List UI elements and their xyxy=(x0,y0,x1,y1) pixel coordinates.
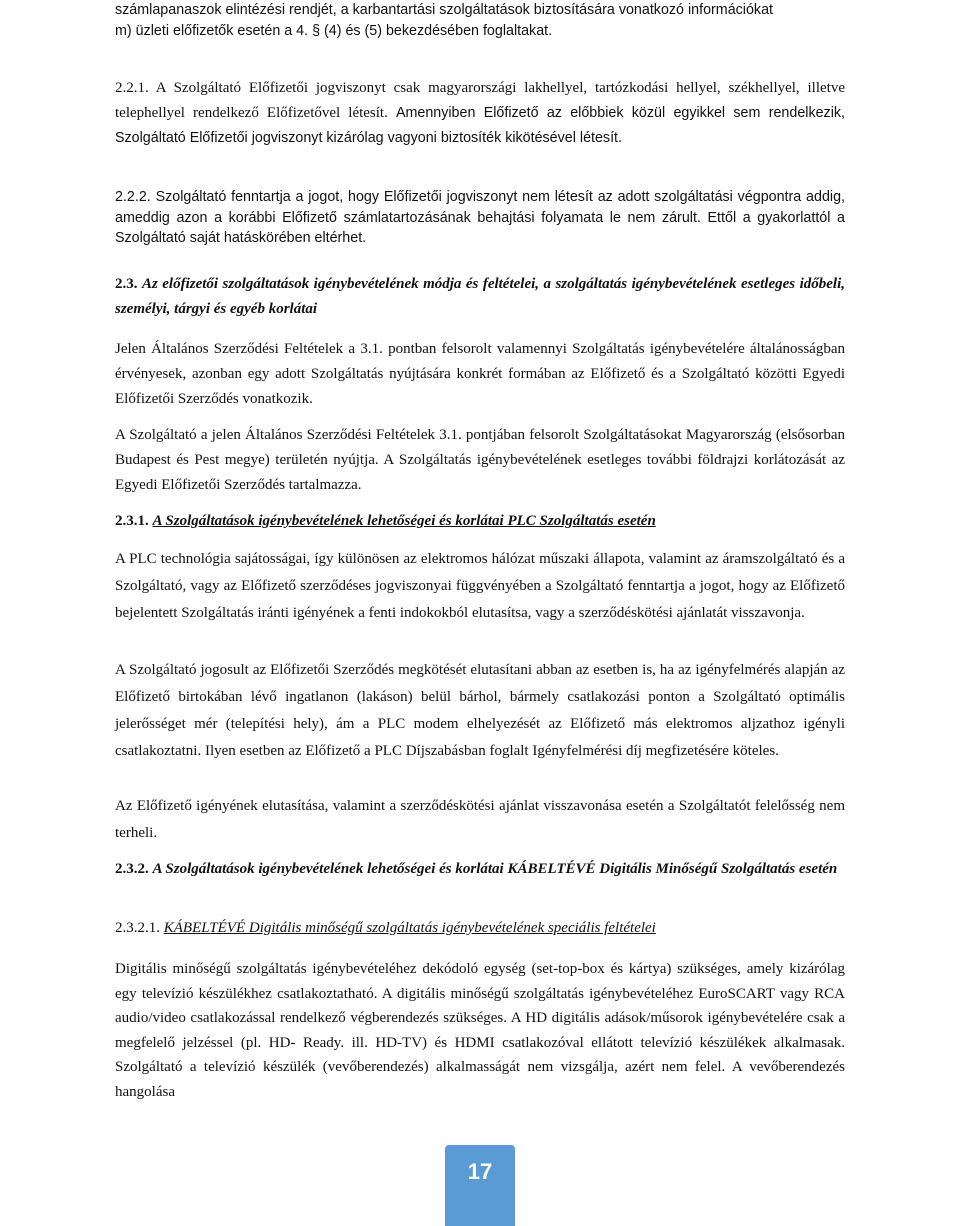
section-title: A Szolgáltatások igénybevételének lehetőségei és korlátai PLC Szolgáltatás esetén xyxy=(152,513,656,529)
section-2-2-1 xyxy=(115,76,845,151)
section-number: 2.3.1. xyxy=(115,513,149,529)
paragraph xyxy=(115,793,845,847)
paragraph-text: Amennyiben Előfizető az előbbiek közül egyikkel sem rendelkezik, Szolgáltató Előfizetői jogviszonyt kizárólag vagyoni biztosíték kikötésével létesít. xyxy=(115,105,845,146)
paragraph xyxy=(115,957,845,1105)
section-number: 2.3.2. xyxy=(115,861,149,877)
section-number: 2.3. xyxy=(115,276,138,292)
paragraph xyxy=(115,546,845,627)
paragraph-text: Digitális minőségű szolgáltatás igénybevételéhez dekódoló egység (set-top-box és kártya) szükséges, amely kizárólag egy televízió készülékhez csatlakoztatható. A digitális minőségű szolgáltatás igénybevételéhez EuroSCART vagy RCA audio/video csatlakozással rendelkező végberendezés szükséges. A HD digitális adások/műsorok igénybevételére csak a megfelelő jelzéssel (pl. HD- Ready. ill. HD-TV) és HDMI csatlakozóval ellátott televízió készülékek alkalmasak. Szolgáltató a televízió készülék (vevőberendezés) alkalmasságát nem vizsgálja, azért nem felel. A vevőberendezés hangolása xyxy=(115,961,845,1100)
paragraph-text: m) üzleti előfizetők esetén a 4. § (4) és (5) bekezdésében foglaltakat. xyxy=(115,22,553,39)
paragraph-text: 2.2.2. Szolgáltató fenntartja a jogot, hogy Előfizetői jogviszonyt nem létesít az adott szolgáltatási végpontra addig, ameddig azon a korábbi Előfizető számlatartozásának behajtási folyamata le nem zárult. xyxy=(115,189,845,226)
page-number-badge xyxy=(445,1145,515,1226)
section-title: Az előfizetői szolgáltatások igénybevételének módja és feltételei, a szolgáltatás igénybevételének esetleges időbeli, személyi, tárgyi és egyéb korlátai xyxy=(115,276,845,317)
paragraph-text: Az Előfizető igényének elutasítása, valamint a szerződéskötési ajánlat visszavonása esetén a Szolgáltatót felelősség nem terheli. xyxy=(115,798,845,841)
heading-2-3-2-1 xyxy=(115,916,845,941)
paragraph-text: A Szolgáltató a jelen Általános Szerződési Feltételek 3.1. pontjában felsorolt Szolgáltatásokat Magyarország (elsősorban Budapest és Pest megye) területén nyújtja. A Szolgáltatás igénybevételének esetleges további földrajzi korlátozását az Egyedi Előfizetői Szerződés tartalmazza. xyxy=(115,427,845,493)
paragraph xyxy=(115,337,845,412)
paragraph-text: számlapanaszok elintézési rendjét, a karbantartási szolgáltatások biztosítására vonatkozó információkat xyxy=(115,2,773,18)
page-number: 17 xyxy=(467,1159,493,1184)
section-2-2-2 xyxy=(115,187,845,249)
paragraph xyxy=(115,423,845,498)
paragraph-text: 2.2.1. A Szolgáltató Előfizetői jogviszonyt csak magyarországi lakhellyel, tartózkodási hellyel, székhellyel, illetve telephellyel rendelkező Előfizetővel létesít. xyxy=(115,80,845,121)
paragraph-text: Ettől a gyakorlattól a Szolgáltató saját hatáskörében eltérhet. xyxy=(115,209,845,246)
heading-2-3 xyxy=(115,272,845,322)
paragraph-continuation xyxy=(115,0,845,41)
heading-2-3-2 xyxy=(115,856,845,883)
paragraph-text: A PLC technológia sajátosságai, így különösen az elektromos hálózat műszaki állapota, valamint az áramszolgáltató és a Szolgáltató, vagy az Előfizető szerződéses jogviszonyai függvényében a Szolgáltató fenntartja a jogot, hogy az Előfizető bejelentett Szolgáltatás iránti igényének a fenti indokokból elutasítsa, vagy a szerződéskötési ajánlatát visszavonja. xyxy=(115,551,845,621)
heading-2-3-1 xyxy=(115,509,845,534)
paragraph-text: Jelen Általános Szerződési Feltételek a 3.1. pontban felsorolt valamennyi Szolgáltatás igénybevételére általánosságban érvényesek, azonban egy adott Szolgáltatás nyújtására konkrét formában az Előfizető és a Szolgáltató közötti Egyedi Előfizetői Szerződés vonatkozik. xyxy=(115,341,845,407)
section-title: KÁBELTÉVÉ Digitális minőségű szolgáltatás igénybevételének speciális feltételei xyxy=(163,920,656,936)
section-number: 2.3.2.1. xyxy=(115,920,160,936)
paragraph xyxy=(115,657,845,765)
paragraph-text: A Szolgáltató jogosult az Előfizetői Szerződés megkötését elutasítani abban az esetben is, ha az igényfelmérés alapján az Előfizető birtokában lévő ingatlanon (lakáson) belül bárhol, bármely csatlakozási ponton a Szolgáltató optimális jelerősséget mér (telepítési hely), ám a PLC modem elhelyezését az Előfizető más elektromos aljzathoz igényli csatlakoztatni. Ilyen esetben az Előfizető a PLC Díjszabásban foglalt Igényfelmérési díj megfizetésére köteles. xyxy=(115,662,845,759)
section-title: A Szolgáltatások igénybevételének lehetőségei és korlátai KÁBELTÉVÉ Digitális Minőségű Szolgáltatás esetén xyxy=(152,861,838,877)
